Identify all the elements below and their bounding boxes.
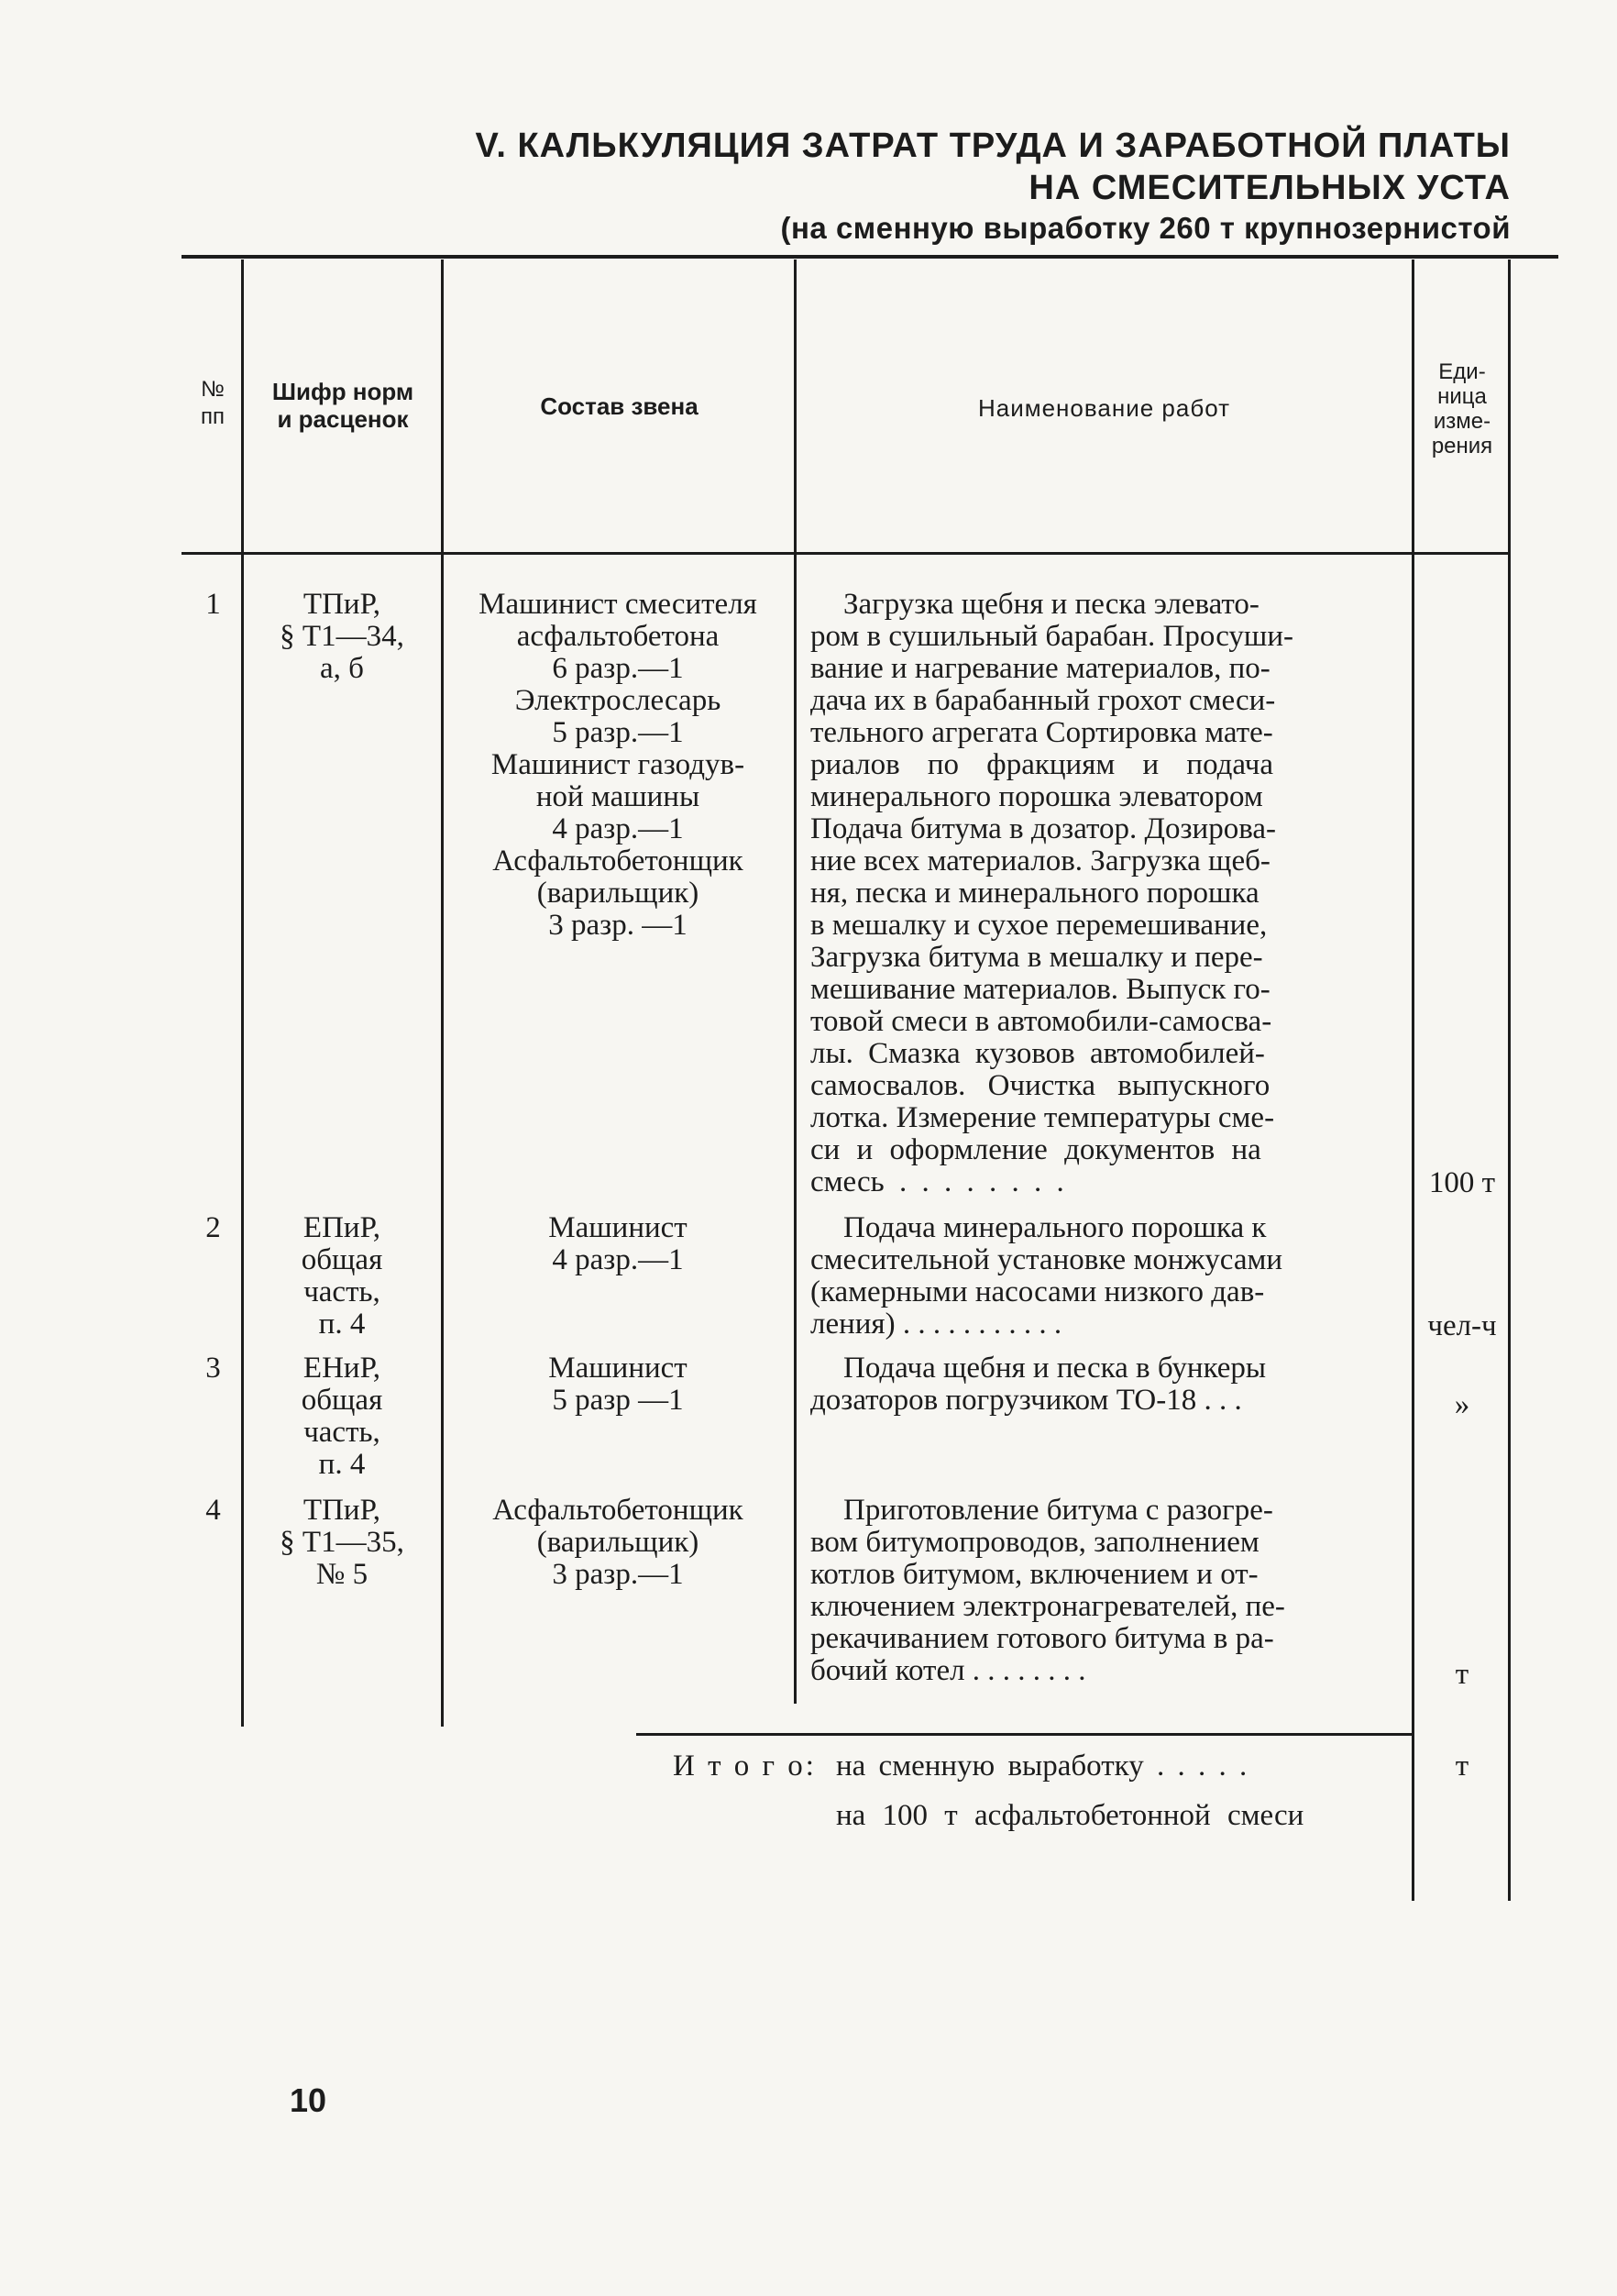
row-1-work: Загрузка щебня и песка элевато- ром в сушильный барабан. Просуши- вание и нагревание материалов, по- дача их в барабанный грохот смеси- тельного агрегата Сортировка мате- риалов по фракциям и подача минерального порошка элеватором Подача битума в дозатор. Дозирова- ние всех материалов. Загрузка щеб- ня, песка и минерального порошка в мешалку и сухое перемешивание, Загрузка битума в мешалку и пере- мешивание материалов. Выпуск го- товой смеси в автомобили-самосва- лы. Смазка кузовов автомобилей- самосвалов. Очистка выпускного лотка. Измерение температуры сме- си и оформление документов на смесь . . . . . . . . — [810, 588, 1293, 1198]
row-4-unit: т — [1455, 1658, 1469, 1691]
totals-per-shift: на сменную выработку . . . . . — [836, 1750, 1248, 1783]
row-3-work: Подача щебня и песка в бункеры дозаторов погрузчиком ТО-18 . . . — [810, 1352, 1267, 1417]
row-2-work: Подача минерального порошка к смесительной установке монжусами (камерными насосами низкого дав- ления) . . . . . . . . . . . — [810, 1211, 1283, 1341]
row-1-unit: 100 т — [1428, 1166, 1496, 1199]
row-1-code: ТПиР, § Т1—34, а, б — [280, 588, 404, 685]
header-num: № пп — [201, 377, 225, 429]
header-bottom-rule — [182, 552, 1509, 555]
heading-line-3: (на сменную выработку 260 т крупнозернистой — [780, 211, 1511, 245]
row-4-crew: Асфальтобетонщик (варильщик) 3 разр.—1 — [492, 1494, 743, 1591]
row-1-crew: Машинист смесителя асфальтобетона 6 разр.—1 Электрослесарь 5 разр.—1 Машинист газодув- ной машины 4 разр.—1 Асфальтобетонщик (варильщик) 3 разр. —1 — [478, 588, 757, 942]
row-3-code: ЕНиР, общая часть, п. 4 — [301, 1352, 383, 1481]
column-divider-4 — [1412, 259, 1414, 1901]
heading-line-1: V. КАЛЬКУЛЯЦИЯ ЗАТРАТ ТРУДА И ЗАРАБОТНОЙ ПЛАТЫ — [475, 127, 1511, 165]
row-3-num: 3 — [205, 1352, 221, 1385]
column-divider-5 — [1508, 259, 1511, 1901]
row-2-unit: чел-ч — [1427, 1309, 1497, 1342]
header-code: Шифр норм и расценок — [271, 378, 414, 433]
header-crew: Состав звена — [540, 392, 698, 420]
row-4-num: 4 — [205, 1494, 221, 1527]
row-4-work: Приготовление битума с разогре- вом битумопроводов, заполнением котлов битумом, включением и от- ключением электронагревателей, пе- рекачиванием готового битума в ра- бочий котел . . . . . . . . — [810, 1494, 1285, 1687]
row-2-num: 2 — [205, 1211, 221, 1244]
header-unit: Еди- ница изме- рения — [1431, 359, 1493, 458]
totals-unit: т — [1455, 1750, 1469, 1783]
row-4-code: ТПиР, § Т1—35, № 5 — [280, 1494, 404, 1591]
row-2-crew: Машинист 4 разр.—1 — [548, 1211, 688, 1276]
row-2-code: ЕПиР, общая часть, п. 4 — [301, 1211, 383, 1341]
table-top-rule — [182, 255, 1558, 259]
heading-line-2: НА СМЕСИТЕЛЬНЫХ УСТА — [1028, 169, 1511, 207]
totals-rule — [636, 1733, 1414, 1736]
row-3-crew: Машинист 5 разр —1 — [548, 1352, 688, 1417]
totals-per-100t: на 100 т асфальтобетонной смеси — [836, 1799, 1304, 1832]
totals-label: И т о г о: — [673, 1750, 817, 1783]
page-number: 10 — [290, 2081, 327, 2119]
header-work: Наименование работ — [977, 394, 1231, 422]
row-1-num: 1 — [205, 588, 221, 621]
column-divider-3 — [794, 259, 797, 1704]
row-3-unit: » — [1454, 1388, 1470, 1421]
column-divider-1 — [241, 259, 244, 1727]
